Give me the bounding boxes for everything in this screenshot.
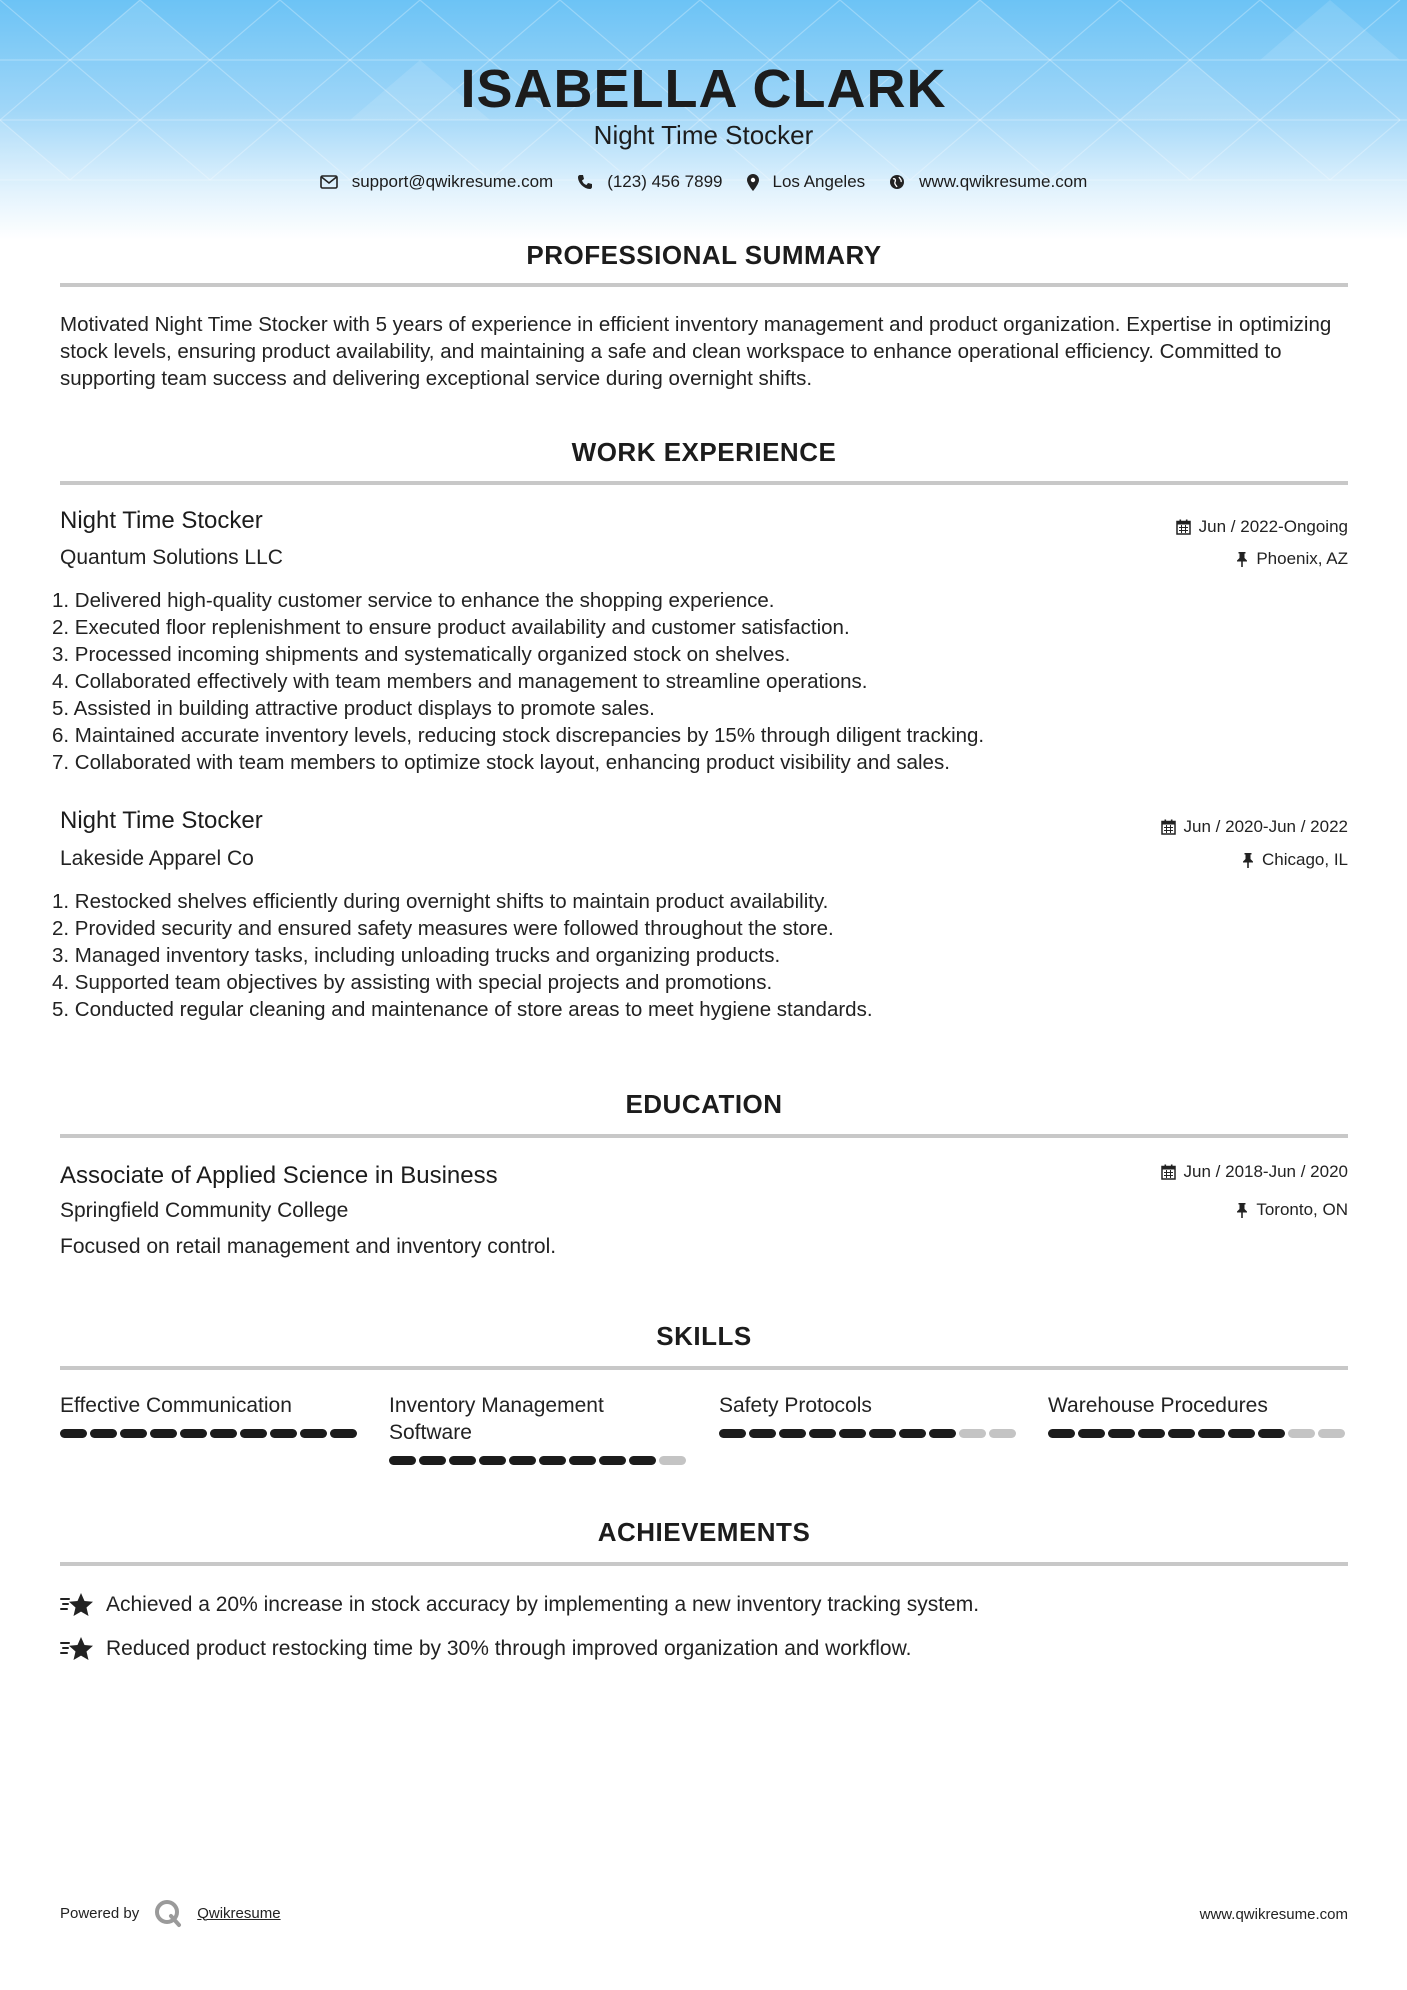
- skill-level-segment: [1048, 1429, 1075, 1438]
- job-dates: [1161, 817, 1348, 837]
- list-item: 6. Maintained accurate inventory levels, reducing stock discrepancies by 15% through diligent tracking.: [52, 724, 985, 747]
- achievement-item: [60, 1591, 979, 1619]
- contact-location-text: Los Angeles: [772, 172, 866, 191]
- education-description: Focused on retail management and inventory control.: [60, 1235, 557, 1258]
- job-bullets: [52, 587, 1342, 776]
- skill-level-segment: [869, 1429, 896, 1438]
- education-dates-text: Jun / 2018-Jun / 2020: [1183, 1162, 1348, 1181]
- achievements-heading: ACHIEVEMENTS: [597, 1517, 811, 1547]
- education-heading: EDUCATION: [625, 1089, 783, 1119]
- candidate-title: Night Time Stocker: [593, 120, 814, 150]
- education-location-text: Toronto, ON: [1256, 1200, 1348, 1219]
- job-location-text: Phoenix, AZ: [1256, 549, 1348, 568]
- map-pin-icon: [747, 174, 759, 191]
- list-item: 4. Supported team objectives by assisting with special projects and promotions.: [52, 971, 773, 994]
- contact-website[interactable]: [889, 172, 1087, 192]
- skill-level-segment: [599, 1456, 626, 1465]
- skill-level-segment: [90, 1429, 117, 1438]
- summary-divider: [60, 283, 1348, 287]
- skill-level-segment: [60, 1429, 87, 1438]
- contact-phone[interactable]: [577, 172, 722, 192]
- job-company: Lakeside Apparel Co: [60, 847, 254, 870]
- skill-level-segment: [659, 1456, 686, 1465]
- skill-level-segment: [839, 1429, 866, 1438]
- skill-level-segment: [240, 1429, 267, 1438]
- skill-item: [389, 1392, 689, 1465]
- phone-icon: [577, 174, 593, 190]
- skills-heading: SKILLS: [656, 1321, 752, 1351]
- list-item: 3. Managed inventory tasks, including unloading trucks and organizing products.: [52, 944, 781, 967]
- skill-level-segment: [899, 1429, 926, 1438]
- degree-title: Associate of Applied Science in Business: [60, 1162, 498, 1189]
- skill-level-segment: [1168, 1429, 1195, 1438]
- contact-website-text: www.qwikresume.com: [919, 172, 1088, 191]
- skill-name: Inventory Management Software: [389, 1394, 604, 1444]
- skill-level-segment: [1258, 1429, 1285, 1438]
- skill-level-segment: [929, 1429, 956, 1438]
- job-title: Night Time Stocker: [60, 807, 263, 834]
- list-item: 4. Collaborated effectively with team members and management to streamline operations.: [52, 670, 868, 693]
- skill-level-segment: [629, 1456, 656, 1465]
- contact-bar: [0, 172, 1407, 192]
- skill-level-segment: [120, 1429, 147, 1438]
- job-bullets: [52, 888, 1342, 1023]
- skill-level-segment: [959, 1429, 986, 1438]
- contact-phone-text: (123) 456 7899: [607, 172, 723, 191]
- skill-level-segment: [210, 1429, 237, 1438]
- list-item: 1. Restocked shelves efficiently during overnight shifts to maintain product availability.: [52, 890, 829, 913]
- star-icon: [60, 1591, 94, 1619]
- skill-level-segment: [809, 1429, 836, 1438]
- list-item: 1. Delivered high-quality customer service to enhance the shopping experience.: [52, 589, 775, 612]
- job-location: [1236, 549, 1348, 569]
- skill-level-bar: [389, 1456, 689, 1465]
- list-item: 2. Provided security and ensured safety measures were followed throughout the store.: [52, 917, 834, 940]
- skill-level-segment: [719, 1429, 746, 1438]
- footer-website[interactable]: www.qwikresume.com: [1199, 1906, 1348, 1923]
- qwikresume-logo-icon: [153, 1898, 183, 1928]
- skill-item: [719, 1392, 1019, 1438]
- skill-level-segment: [1318, 1429, 1345, 1438]
- skill-level-segment: [749, 1429, 776, 1438]
- star-icon: [60, 1635, 94, 1663]
- calendar-icon: [1176, 519, 1191, 535]
- achievements-divider: [60, 1562, 1348, 1566]
- globe-icon: [889, 174, 905, 190]
- achievement-text: Reduced product restocking time by 30% through improved organization and workflow.: [106, 1637, 912, 1660]
- envelope-icon: [320, 175, 338, 189]
- skill-level-bar: [719, 1429, 1019, 1438]
- job-dates: [1176, 517, 1348, 537]
- list-item: 3. Processed incoming shipments and systematically organized stock on shelves.: [52, 643, 791, 666]
- summary-heading: PROFESSIONAL SUMMARY: [526, 240, 882, 270]
- skill-level-segment: [270, 1429, 297, 1438]
- summary-text: Motivated Night Time Stocker with 5 years of experience in efficient inventory management and product organization. Expertise in optimizing stock levels, ensuring product availability, and maintaining a safe and clean workspace to enhance operational efficiency. Committed to supporting team success and delivering exceptional service during overnight shifts.: [60, 313, 1332, 390]
- education-dates: [1161, 1162, 1348, 1182]
- skill-level-segment: [1228, 1429, 1255, 1438]
- skill-level-segment: [300, 1429, 327, 1438]
- job-location-text: Chicago, IL: [1262, 850, 1348, 869]
- calendar-icon: [1161, 1164, 1176, 1180]
- skill-name: Safety Protocols: [719, 1394, 872, 1417]
- list-item: 7. Collaborated with team members to optimize stock layout, enhancing product visibility and sales.: [52, 751, 950, 774]
- education-location: [1236, 1200, 1348, 1220]
- skill-level-segment: [479, 1456, 506, 1465]
- contact-email[interactable]: [320, 172, 554, 192]
- skill-item: [60, 1392, 360, 1438]
- skill-level-bar: [1048, 1429, 1348, 1438]
- skill-name: Warehouse Procedures: [1048, 1394, 1268, 1417]
- skill-level-segment: [509, 1456, 536, 1465]
- list-item: 5. Assisted in building attractive product displays to promote sales.: [52, 697, 655, 720]
- candidate-name: ISABELLA CLARK: [460, 59, 947, 119]
- skill-level-segment: [779, 1429, 806, 1438]
- contact-email-text: support@qwikresume.com: [351, 172, 554, 191]
- job-company: Quantum Solutions LLC: [60, 546, 283, 569]
- calendar-icon: [1161, 819, 1176, 835]
- job-title: Night Time Stocker: [60, 507, 263, 534]
- list-item: 5. Conducted regular cleaning and maintenance of store areas to meet hygiene standards.: [52, 998, 873, 1021]
- job-dates-text: Jun / 2022-Ongoing: [1198, 517, 1348, 536]
- skill-level-segment: [1198, 1429, 1225, 1438]
- education-divider: [60, 1134, 1348, 1138]
- skill-item: [1048, 1392, 1348, 1438]
- skill-level-segment: [419, 1456, 446, 1465]
- skill-level-segment: [989, 1429, 1016, 1438]
- skill-level-bar: [60, 1429, 360, 1438]
- skill-level-segment: [1138, 1429, 1165, 1438]
- qwikresume-link[interactable]: Qwikresume: [197, 1904, 281, 1922]
- skill-level-segment: [330, 1429, 357, 1438]
- experience-heading: WORK EXPERIENCE: [571, 437, 837, 467]
- list-item: 2. Executed floor replenishment to ensure product availability and customer satisfaction.: [52, 616, 850, 639]
- pushpin-icon: [1242, 853, 1254, 868]
- skill-level-segment: [449, 1456, 476, 1465]
- job-location: [1242, 850, 1348, 870]
- experience-divider: [60, 481, 1348, 485]
- skill-name: Effective Communication: [60, 1394, 292, 1417]
- pushpin-icon: [1236, 1203, 1248, 1218]
- skill-level-segment: [180, 1429, 207, 1438]
- achievement-item: [60, 1635, 911, 1663]
- skill-level-segment: [539, 1456, 566, 1465]
- skill-level-segment: [150, 1429, 177, 1438]
- school-name: Springfield Community College: [60, 1199, 349, 1222]
- achievement-text: Achieved a 20% increase in stock accuracy by implementing a new inventory tracking system.: [106, 1593, 980, 1616]
- pushpin-icon: [1236, 552, 1248, 567]
- skill-level-segment: [1078, 1429, 1105, 1438]
- contact-location: [747, 172, 866, 192]
- skill-level-segment: [569, 1456, 596, 1465]
- powered-by-label: Powered by: [60, 1904, 140, 1922]
- skills-divider: [60, 1366, 1348, 1370]
- skill-level-segment: [1108, 1429, 1135, 1438]
- job-dates-text: Jun / 2020-Jun / 2022: [1183, 817, 1348, 836]
- skill-level-segment: [1288, 1429, 1315, 1438]
- skill-level-segment: [389, 1456, 416, 1465]
- footer-powered-by: [60, 1898, 281, 1928]
